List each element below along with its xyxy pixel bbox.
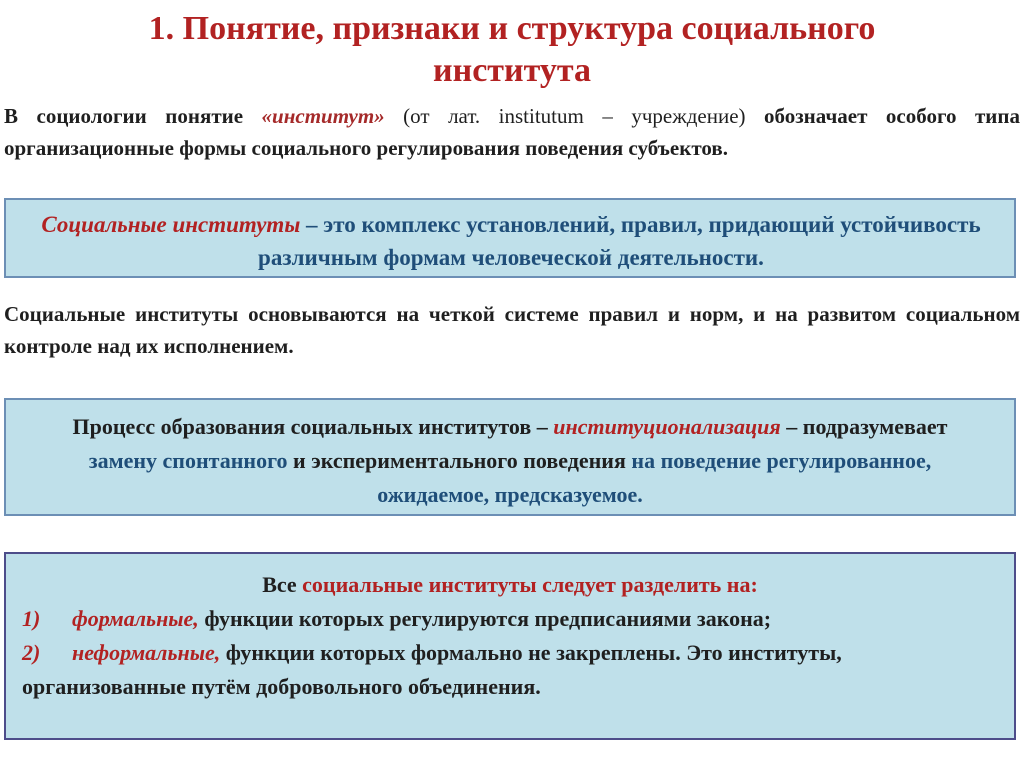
process-part2: – подразумевает (780, 414, 948, 439)
intro-lead: В социологии понятие (4, 104, 262, 128)
definition-text: – это комплекс установлений, правил, придающий устойчивость различным формам человеческой деятельности. (258, 212, 981, 270)
basis-paragraph: Социальные институты основываются на четкой системе правил и норм, и на развитом социальном контроле над их исполнением. (4, 302, 1020, 358)
intro-latin: (от лат. institutum – учреждение) (384, 104, 746, 128)
intro-rest: обозначает особого типа организационные формы социального регулирования поведения субъектов. (4, 104, 1020, 160)
classification-box (4, 552, 1016, 740)
classification-item-2 (22, 636, 998, 704)
intro-term: «институт» (261, 104, 385, 128)
item-2-text: функции которых формально не закреплены. Это институты, организованные путём добровольного объединения. (22, 640, 842, 699)
slide-title-line2: института (433, 52, 591, 89)
item-2-number: 2) (22, 640, 41, 665)
slide-title (0, 8, 1024, 92)
definition-term: Социальные институты (41, 212, 301, 237)
item-2-term: неформальные, (72, 640, 221, 665)
process-part5: на поведение регулированное, ожидаемое, предсказуемое. (377, 448, 932, 507)
process-part3: замену спонтанного (88, 448, 288, 473)
process-term: институционализация (553, 414, 781, 439)
classification-item-1 (22, 602, 998, 636)
classification-heading (22, 568, 998, 602)
definition-box (4, 198, 1016, 278)
process-part4: и экспериментального поведения (287, 448, 632, 473)
process-part1: Процесс образования социальных институтов – (72, 414, 554, 439)
item-1-text: функции которых регулируются предписаниями закона; (198, 606, 772, 631)
classification-head-plain: Все (262, 572, 303, 597)
process-box (4, 398, 1016, 516)
item-1-number: 1) (22, 606, 41, 631)
classification-head-red: социальные институты следует разделить на: (302, 572, 758, 597)
item-1-term: формальные, (72, 606, 199, 631)
intro-paragraph (4, 100, 1020, 164)
slide-title-line1: 1. Понятие, признаки и структура социального (148, 10, 876, 47)
